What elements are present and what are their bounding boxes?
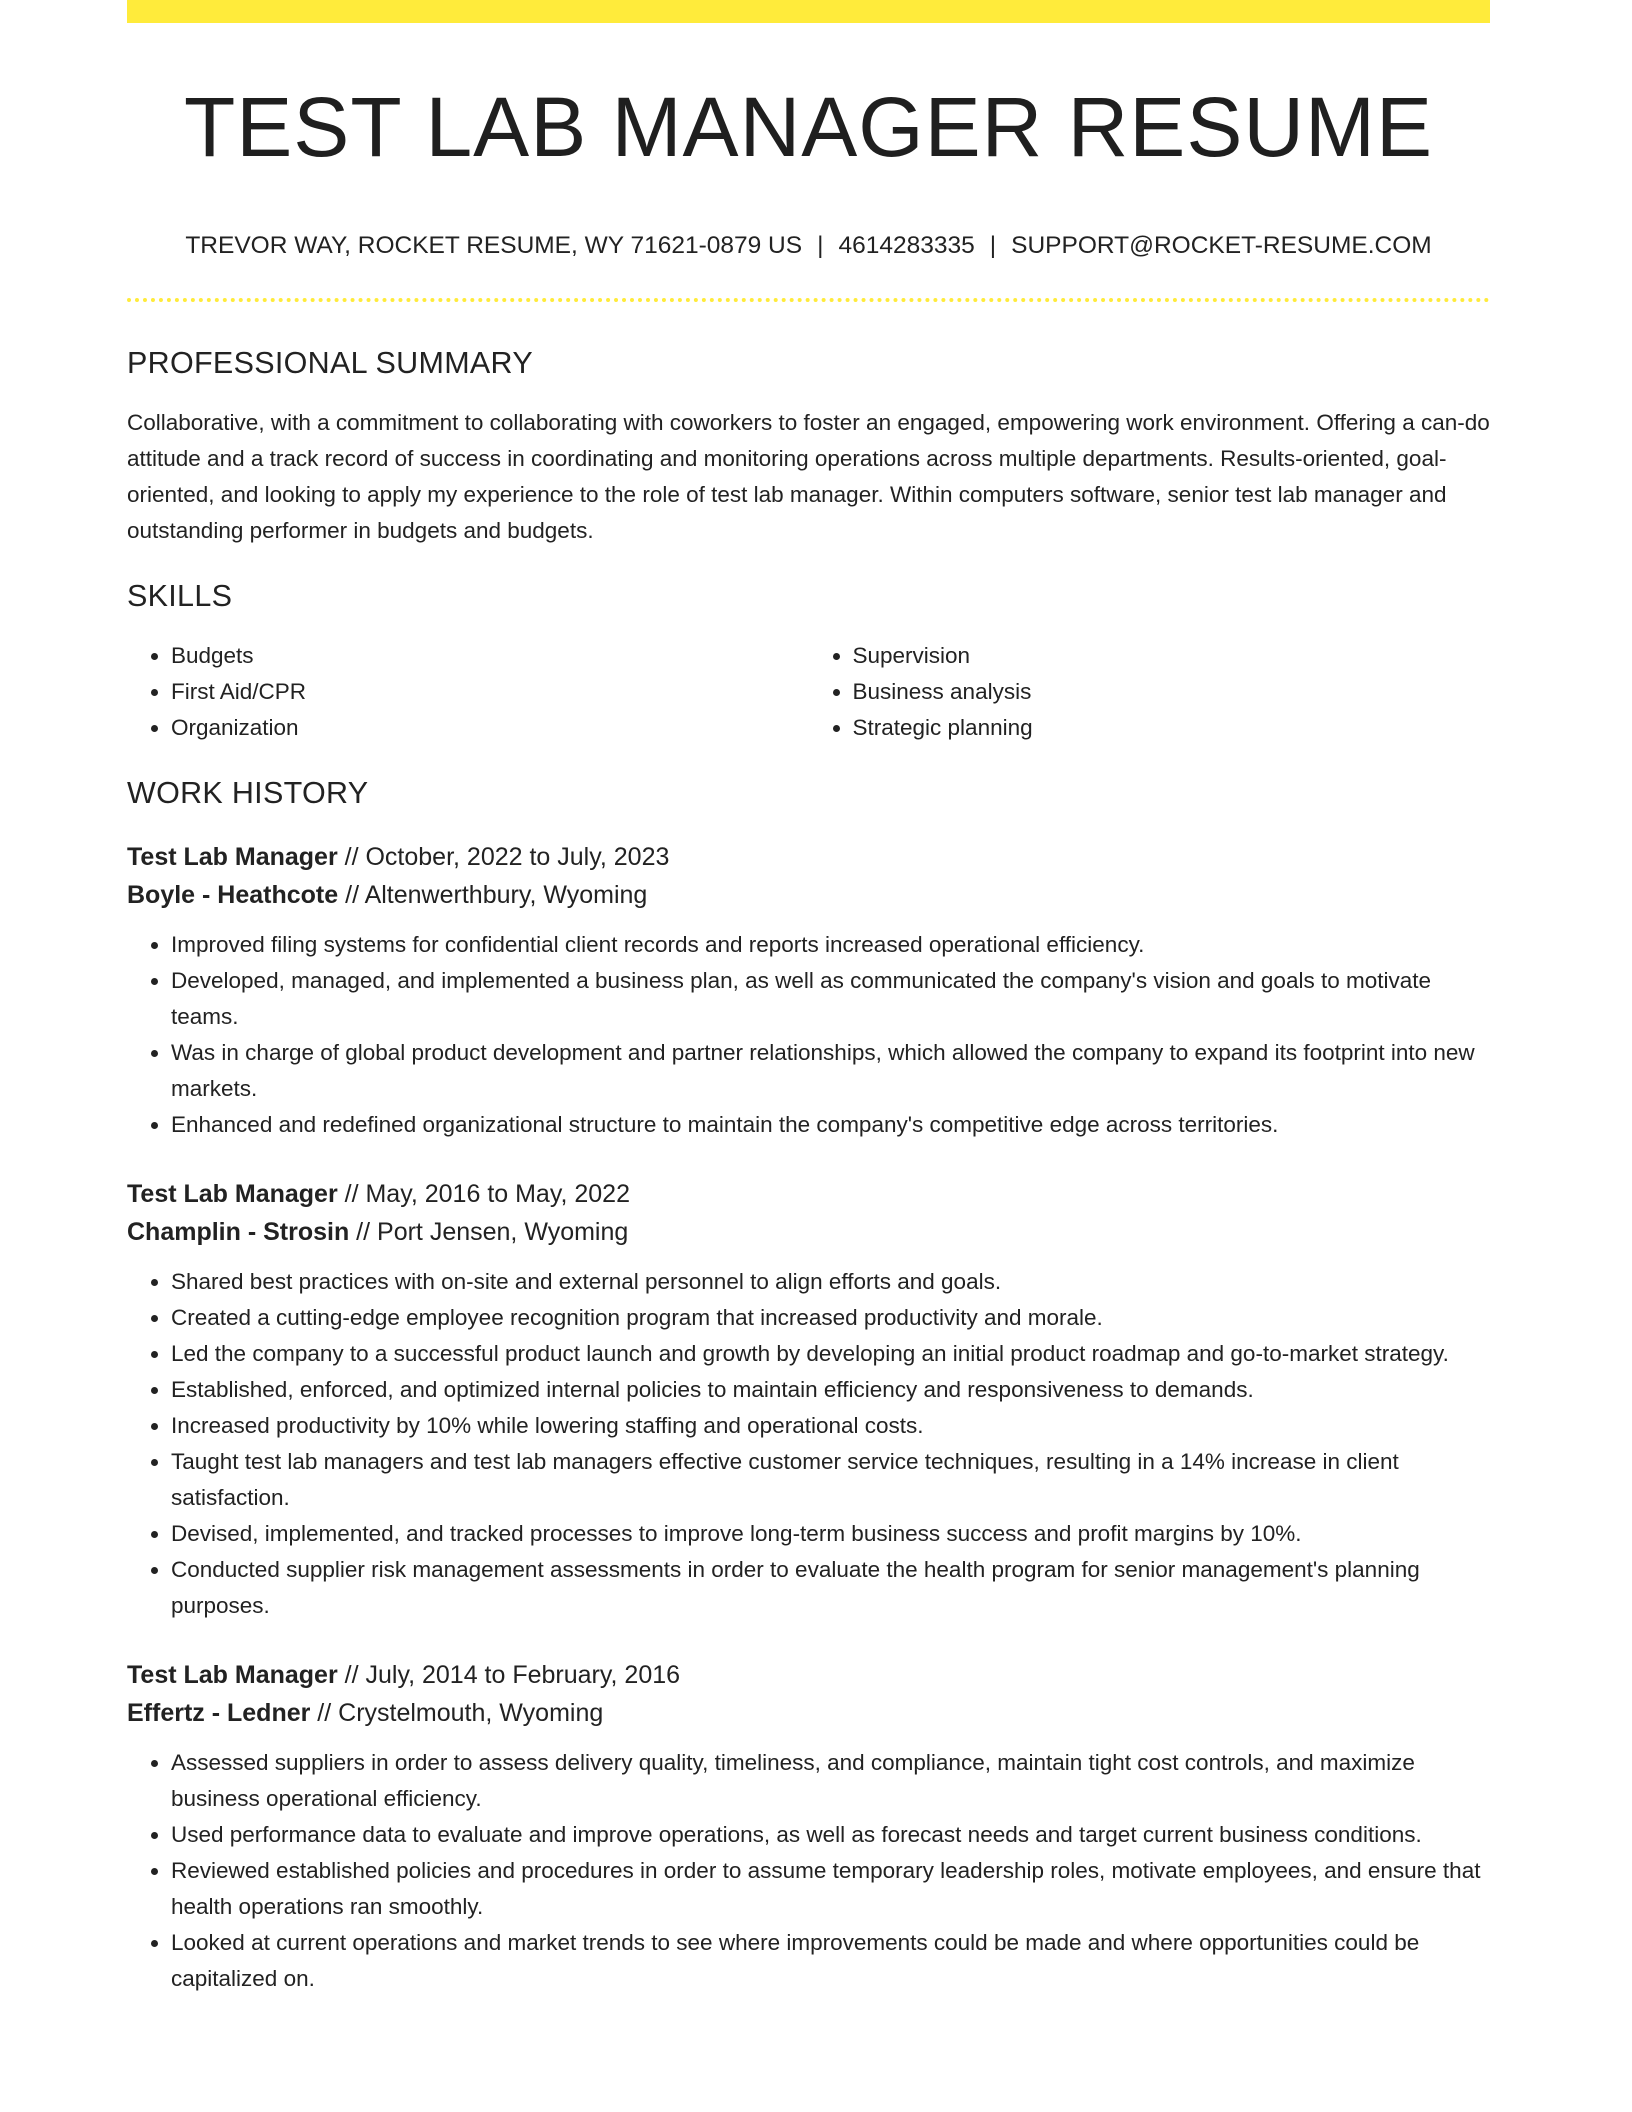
job-title-line <box>127 838 1490 876</box>
job-bullets <box>127 1264 1490 1624</box>
job-title: Test Lab Manager <box>127 1179 338 1208</box>
job-title-line <box>127 1175 1490 1213</box>
job-bullet: • Assessed suppliers in order to assess delivery quality, timeliness, and compliance, maintain tight cost controls, and maximize business operational efficiency. <box>171 1745 1490 1817</box>
job-bullet: • Established, enforced, and optimized internal policies to maintain efficiency and responsiveness to demands. <box>171 1372 1490 1408</box>
job-company-line <box>127 876 1490 915</box>
job-title: Test Lab Manager <box>127 842 338 871</box>
summary-text: Collaborative, with a commitment to collaborating with coworkers to foster an engaged, empowering work environment. Offering a can-do attitude and a track record of success in coordinating and monitoring operations across multiple departments. Results-oriented, goal-oriented, and looking to apply my experience to the role of test lab manager. Within computers software, senior test lab manager and outstanding performer in budgets and budgets. <box>127 409 1490 543</box>
skills-heading: SKILLS <box>127 578 233 613</box>
job-dates: // May, 2016 to May, 2022 <box>337 1179 630 1208</box>
job-location: // Port Jensen, Wyoming <box>349 1217 629 1246</box>
contact-separator: | <box>989 232 997 260</box>
work-history-section <box>127 776 1490 1997</box>
job-bullet: • Enhanced and redefined organizational structure to maintain the company's competitive edge across territories. <box>171 1107 1490 1143</box>
job-company: Champlin - Strosin <box>127 1217 350 1246</box>
skills-list-left <box>127 638 809 746</box>
job-bullet: • Conducted supplier risk management assessments in order to evaluate the health program for senior management's planning purposes. <box>171 1552 1490 1624</box>
job-bullets <box>127 927 1490 1143</box>
job-bullet: • Increased productivity by 10% while lowering staffing and operational costs. <box>171 1408 1490 1444</box>
job-entry <box>127 1175 1490 1624</box>
job-entry <box>127 838 1490 1143</box>
skill-item: • Organization <box>171 710 809 746</box>
contact-phone: 4614283335 <box>838 232 975 260</box>
contact-line <box>127 231 1490 260</box>
job-dates: // July, 2014 to February, 2016 <box>337 1660 681 1689</box>
skills-columns <box>127 638 1490 746</box>
top-accent-bar <box>127 0 1490 23</box>
job-dates: // October, 2022 to July, 2023 <box>337 842 670 871</box>
job-entry <box>127 1656 1490 1997</box>
work-history-heading: WORK HISTORY <box>127 775 369 810</box>
job-bullets <box>127 1745 1490 1997</box>
job-bullet: • Created a cutting-edge employee recognition program that increased productivity and morale. <box>171 1300 1490 1336</box>
job-bullet: • Devised, implemented, and tracked processes to improve long-term business success and profit margins by 10%. <box>171 1516 1490 1552</box>
skill-item: • Business analysis <box>853 674 1491 710</box>
dotted-divider <box>127 298 1490 302</box>
job-bullet: • Led the company to a successful product launch and growth by developing an initial product roadmap and go-to-market strategy. <box>171 1336 1490 1372</box>
contact-email: SUPPORT@ROCKET-RESUME.COM <box>1011 232 1432 260</box>
job-location: // Altenwerthbury, Wyoming <box>338 880 648 909</box>
contact-separator: | <box>817 232 824 260</box>
job-bullet: • Improved filing systems for confidential client records and reports increased operational efficiency. <box>171 927 1490 963</box>
job-bullet: • Shared best practices with on-site and external personnel to align efforts and goals. <box>171 1264 1490 1300</box>
job-bullet: • Used performance data to evaluate and improve operations, as well as forecast needs and target current business conditions. <box>171 1817 1490 1853</box>
skill-item: • First Aid/CPR <box>171 674 809 710</box>
page-title: TEST LAB MANAGER RESUME <box>183 80 1434 174</box>
job-bullet: • Developed, managed, and implemented a business plan, as well as communicated the company's vision and goals to motivate teams. <box>171 963 1490 1035</box>
job-location: // Crystelmouth, Wyoming <box>310 1698 604 1727</box>
job-bullet: • Looked at current operations and market trends to see where improvements could be made and where opportunities could be capitalized on. <box>171 1925 1490 1997</box>
job-company-line <box>127 1694 1490 1733</box>
skills-section <box>127 579 1490 746</box>
job-bullet: • Reviewed established policies and procedures in order to assume temporary leadership roles, motivate employees, and ensure that health operations ran smoothly. <box>171 1853 1490 1925</box>
job-company: Effertz - Ledner <box>127 1698 311 1727</box>
skill-item: • Strategic planning <box>853 710 1491 746</box>
job-bullet: • Taught test lab managers and test lab managers effective customer service techniques, resulting in a 14% increase in client satisfaction. <box>171 1444 1490 1516</box>
job-company: Boyle - Heathcote <box>127 880 339 909</box>
skills-list-right <box>809 638 1491 746</box>
job-company-line <box>127 1213 1490 1252</box>
skill-item: • Budgets <box>171 638 809 674</box>
contact-address: TREVOR WAY, ROCKET RESUME, WY 71621-0879 US <box>185 232 803 260</box>
summary-heading: PROFESSIONAL SUMMARY <box>127 345 533 380</box>
job-title-line <box>127 1656 1490 1694</box>
job-title: Test Lab Manager <box>127 1660 338 1689</box>
skill-item: • Supervision <box>853 638 1491 674</box>
summary-section <box>127 346 1490 549</box>
job-bullet: • Was in charge of global product development and partner relationships, which allowed the company to expand its footprint into new markets. <box>171 1035 1490 1107</box>
resume-content <box>127 0 1490 1997</box>
